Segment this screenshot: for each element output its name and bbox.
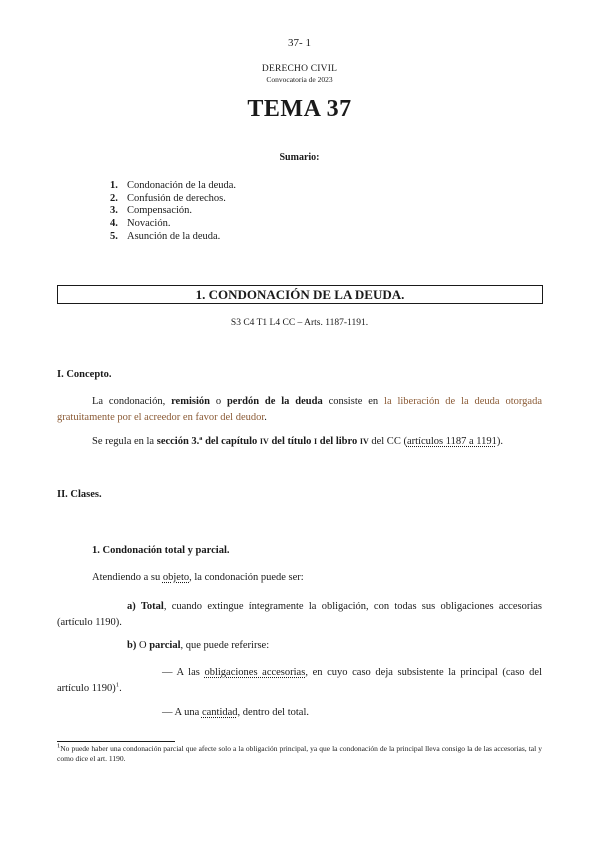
footnote-number: 1 <box>57 742 61 750</box>
footnote-divider <box>57 741 175 742</box>
section-title-box: 1. CONDONACIÓN DE LA DEUDA. <box>57 285 543 304</box>
list-item-text: Asunción de la deuda. <box>127 230 221 242</box>
term-cantidad[interactable]: cantidad <box>201 707 238 718</box>
text-run: o <box>209 396 227 407</box>
text-run: — A una <box>162 707 202 718</box>
clases-subheading: 1. Condonación total y parcial. <box>92 545 230 556</box>
list-item-number: 3. <box>110 205 118 217</box>
list-item-number: 1. <box>110 180 118 191</box>
list-item-text: Compensación. <box>127 205 193 217</box>
list-item-text: Confusión de derechos. <box>127 192 226 204</box>
text-run: del título <box>268 436 315 447</box>
text-run: , la condonación puede ser: <box>189 572 304 583</box>
term-remision: remisión <box>171 396 210 407</box>
section-articles-reference: S3 C4 T1 L4 CC – Arts. 1187-1191. <box>230 318 369 328</box>
roman-numeral: IV <box>359 437 369 446</box>
list-item-text: Condonación de la deuda. <box>127 180 237 191</box>
concepto-paragraph-regulation <box>57 434 542 450</box>
clase-total <box>57 599 542 630</box>
item-letter: a) <box>127 601 141 612</box>
regulation-reference <box>157 436 369 447</box>
text-run: del CC ( <box>368 436 407 447</box>
term-objeto[interactable]: objeto <box>162 572 190 583</box>
footnote <box>57 744 542 764</box>
parcial-cantidad <box>57 705 542 721</box>
roman-numeral: IV <box>259 437 269 446</box>
text-run: , cuando extingue íntegramente la obligación, con todas sus obligaciones accesorias (artículo 1190). <box>57 601 542 628</box>
list-item-text: Novación. <box>127 218 171 230</box>
text-run: consiste en <box>322 396 385 407</box>
text-run: , en cuyo caso deja subsistente la principal (caso del artículo 1190) <box>57 667 542 694</box>
list-item <box>110 193 236 206</box>
subject-title: DERECHO CIVIL <box>261 64 338 74</box>
term-total: Total <box>140 601 164 612</box>
text-run: Se regula en la <box>92 436 157 447</box>
document-title: TEMA 37 <box>247 96 352 122</box>
term-obligaciones-accesorias[interactable]: obligaciones accesorias <box>204 667 306 678</box>
articles-link[interactable]: artículos 1187 a 1191 <box>406 436 497 447</box>
list-item <box>110 218 236 231</box>
concepto-heading: I. Concepto. <box>57 369 112 380</box>
list-item-number: 2. <box>110 192 118 204</box>
concepto-paragraph-definition <box>57 394 542 425</box>
clases-heading: II. Clases. <box>57 489 102 500</box>
term-perdon: perdón de la deuda <box>226 396 323 407</box>
convocatoria-label: Convocatoria de 2023 <box>266 75 333 84</box>
term-parcial: parcial <box>149 640 181 651</box>
roman-numeral: I <box>314 437 318 446</box>
text-run: La condonación, <box>92 396 172 407</box>
sumario-list <box>110 180 236 244</box>
footnote-text: No puede haber una condonación parcial que afecte solo a la obligación principal, ya que la condonación de la principal lleva consigo la de las accesorias, tal y como dice el art. 1190. <box>57 744 542 763</box>
item-letter: b) <box>127 640 139 651</box>
list-item-number: 5. <box>110 230 118 242</box>
text-run: , que puede referirse: <box>180 640 270 651</box>
text-run: O <box>138 640 150 651</box>
text-run: . <box>119 682 122 694</box>
text-run: Atendiendo a su <box>92 572 163 583</box>
list-item <box>110 180 236 193</box>
text-run: sección 3.ª del capítulo <box>156 436 260 447</box>
text-run: , dentro del total. <box>237 707 309 718</box>
highlighted-definition: la liberación de la deuda otorgada gratuitamente por el acreedor en favor del deudor <box>57 396 542 423</box>
list-item-number: 4. <box>110 218 118 230</box>
sumario-heading: Sumario: <box>279 152 320 163</box>
clases-intro <box>57 570 542 586</box>
parcial-accesorias <box>57 665 542 696</box>
text-run: . <box>264 411 267 423</box>
list-item <box>110 231 236 244</box>
text-run: del libro <box>317 436 360 447</box>
text-run: ). <box>496 436 503 447</box>
clase-parcial <box>57 638 542 654</box>
footnote-reference[interactable]: 1 <box>115 681 120 688</box>
text-run: — A las <box>162 667 205 678</box>
list-item <box>110 205 236 218</box>
page-number: 37- 1 <box>288 37 311 49</box>
